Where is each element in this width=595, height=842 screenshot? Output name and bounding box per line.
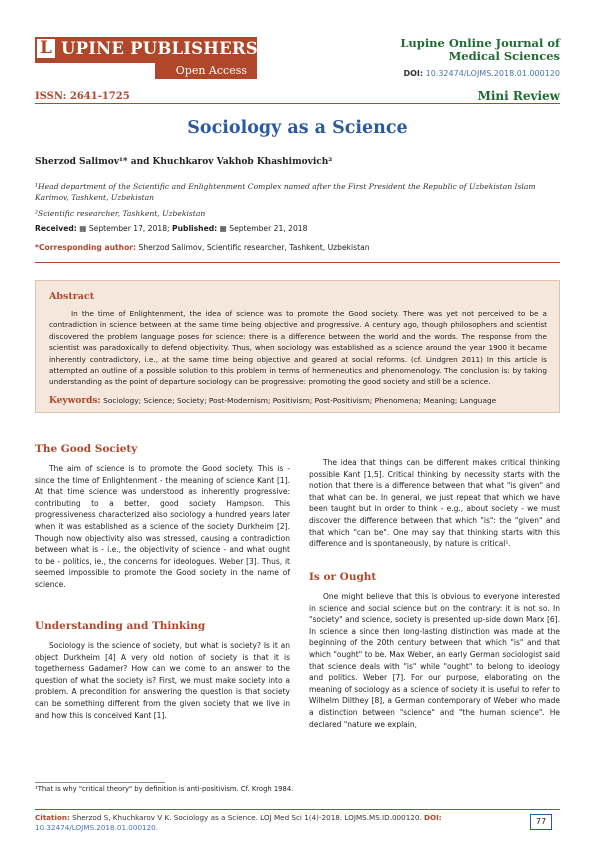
citation xyxy=(35,813,505,833)
abstract-heading: Abstract xyxy=(49,291,95,302)
article-dates xyxy=(35,224,307,233)
footnote: ¹That is why "critical theory" by definition is anti-positivism. Cf. Krogh 1984. xyxy=(35,785,294,793)
issn: ISSN: 2641-1725 xyxy=(35,91,130,102)
article-title: Sociology as a Science xyxy=(187,118,408,138)
journal-title xyxy=(400,37,560,63)
paragraph-understanding: Sociology is the science of society, but what is society? Is it an object Durkheim [4] A very old notion of society is that it is togetherness Gadamer? How can we come to an answer to the question of what the society is? First, we must make society into a problem. A precondition for answering the question is that society can be something different from the given society that we live in and how this is conceived Kant [1]. xyxy=(35,641,290,720)
publisher-name: UPINE PUBLISHERS xyxy=(61,39,258,58)
calendar-icon: ▦ xyxy=(219,224,227,233)
doi-link[interactable]: 10.32474/LOJMS.2018.01.000120 xyxy=(425,69,560,78)
published-date: September 21, 2018 xyxy=(229,224,308,233)
footer-doi-label: DOI: xyxy=(424,813,442,822)
footnote-divider xyxy=(35,782,165,783)
open-access-label: Open Access xyxy=(155,63,257,79)
footer-doi-link[interactable]: 10.32474/LOJMS.2018.01.000120. xyxy=(35,823,159,832)
paragraph-critical-thinking: The idea that things can be different makes critical thinking possible Kant [1,5]. Critical thinking by necessity starts with the notion that there is a difference between that what "is given" and that what can be. In general, we just repeat that which we have been taught but in order to think - e.g., about society - we must discover the difference between that which "is": the "given" and that which "can be". One may say that thinking starts with this difference and is spontaneously, by nature is critical¹. xyxy=(309,458,560,549)
corresponding-label: *Corresponding author: xyxy=(35,243,137,252)
doi-label: DOI: xyxy=(403,69,424,78)
abstract-box xyxy=(35,280,560,413)
section-heading-understanding: Understanding and Thinking xyxy=(35,620,206,632)
paragraph-is-or-ought: One might believe that this is obvious to everyone interested in science and social science but on the contrary: it is not so. In "society" and science, society is presented up-side down Marx [6]. In science a since then long-lasting distinction was made at the beginning of the 20th century between that which "is" and that which "ought" to be. Max Weber, an early German sociologist said that science deals with "is" while "ought" to belong to ideology and politics. Weber [7]. For our purpose, elaborating on the meaning of sociology as a science of society it is useful to refer to Wilhelm Dilthey [8], a German contemporary of Weber who made a distinction between "science" and "the human science". He declared "nature we explain, xyxy=(309,592,560,729)
abstract-text: In the time of Enlightenment, the idea of science was to promote the Good society. There was yet not perceived to be a contradiction in science between at the same time being objective and progressive. A century ago, though philosophers and scientist discovered the problem language poses for science: there is a difference between the world and the words. The response from the scientist was paradoxically to defend objectivity. Thus, when sociology was established as a science around the year 1900 it became inherently contradictory, i.e., at the same time being objective and geared at social reforms. (cf. Lindgren 2011) In this article is attempted an outline of a possible solution to this problem in terms of hermeneutics and phenomenology. The conclusion is: by taking understanding as the point of departure sociology can be progressive: promoting the good society and still be a science. xyxy=(49,309,547,387)
header-divider xyxy=(35,103,560,104)
affiliation-1: ¹Head department of the Scientific and Enlightenment Complex named after the First President the Republic of Uzbekistan Islam Karimov, Tashkent, Uzbekistan xyxy=(35,182,536,202)
keywords xyxy=(49,396,549,406)
authors: Sherzod Salimov¹* and Khuchkarov Vakhob Khashimovich² xyxy=(35,157,333,167)
publisher-logo xyxy=(35,37,257,79)
calendar-icon: ▦ xyxy=(79,224,87,233)
published-label: Published: xyxy=(172,224,218,233)
corresponding-text: Sherzod Salimov, Scientific researcher, Tashkent, Uzbekistan xyxy=(138,243,370,252)
corresponding-author xyxy=(35,243,370,252)
paragraph-good-society: The aim of science is to promote the Good society. This is - since the time of Enlightenment - the meaning of science Kant [1]. At that time science was understood as inherently progressive: contributing to a better, good society Hampson. This progressiveness characterized also sociology a hundred years later when it was established as a science of the society Durkheim [2]. Though now objectivity also was stressed, causing a contradiction between what is - i.e., the objectivity of science - and what ought to be - politics, ie., the concerns for ideologues. Weber [3]. Thus, it seemed impossible to promote the Good society in the name of science. xyxy=(35,464,290,589)
received-label: Received: xyxy=(35,224,77,233)
article-type: Mini Review xyxy=(477,89,560,103)
publisher-logo-letter: L xyxy=(35,37,57,60)
publisher-banner xyxy=(35,37,257,63)
section-heading-good-society: The Good Society xyxy=(35,443,138,455)
section-heading-is-or-ought: Is or Ought xyxy=(309,571,377,583)
received-date: September 17, 2018; xyxy=(88,224,170,233)
keywords-text: Sociology; Science; Society; Post-Modernism; Positivism; Post-Positivism; Phenomena; Meaning; Language xyxy=(103,396,497,405)
keywords-label: Keywords: xyxy=(49,396,101,406)
title-divider xyxy=(35,262,560,263)
affiliation-2: ²Scientific researcher, Tashkent, Uzbekistan xyxy=(35,209,206,218)
journal-title-line1: Lupine Online Journal of xyxy=(400,36,560,50)
page-footer xyxy=(35,809,560,832)
page-number: 77 xyxy=(530,814,552,830)
citation-label: Citation: xyxy=(35,813,70,822)
citation-text: Sherzod S, Khuchkarov V K. Sociology as a Science. LOJ Med Sci 1(4)-2018. LOJMS.MS.ID.000120. xyxy=(72,813,422,822)
journal-doi xyxy=(403,69,560,78)
journal-title-line2: Medical Sciences xyxy=(448,49,560,63)
